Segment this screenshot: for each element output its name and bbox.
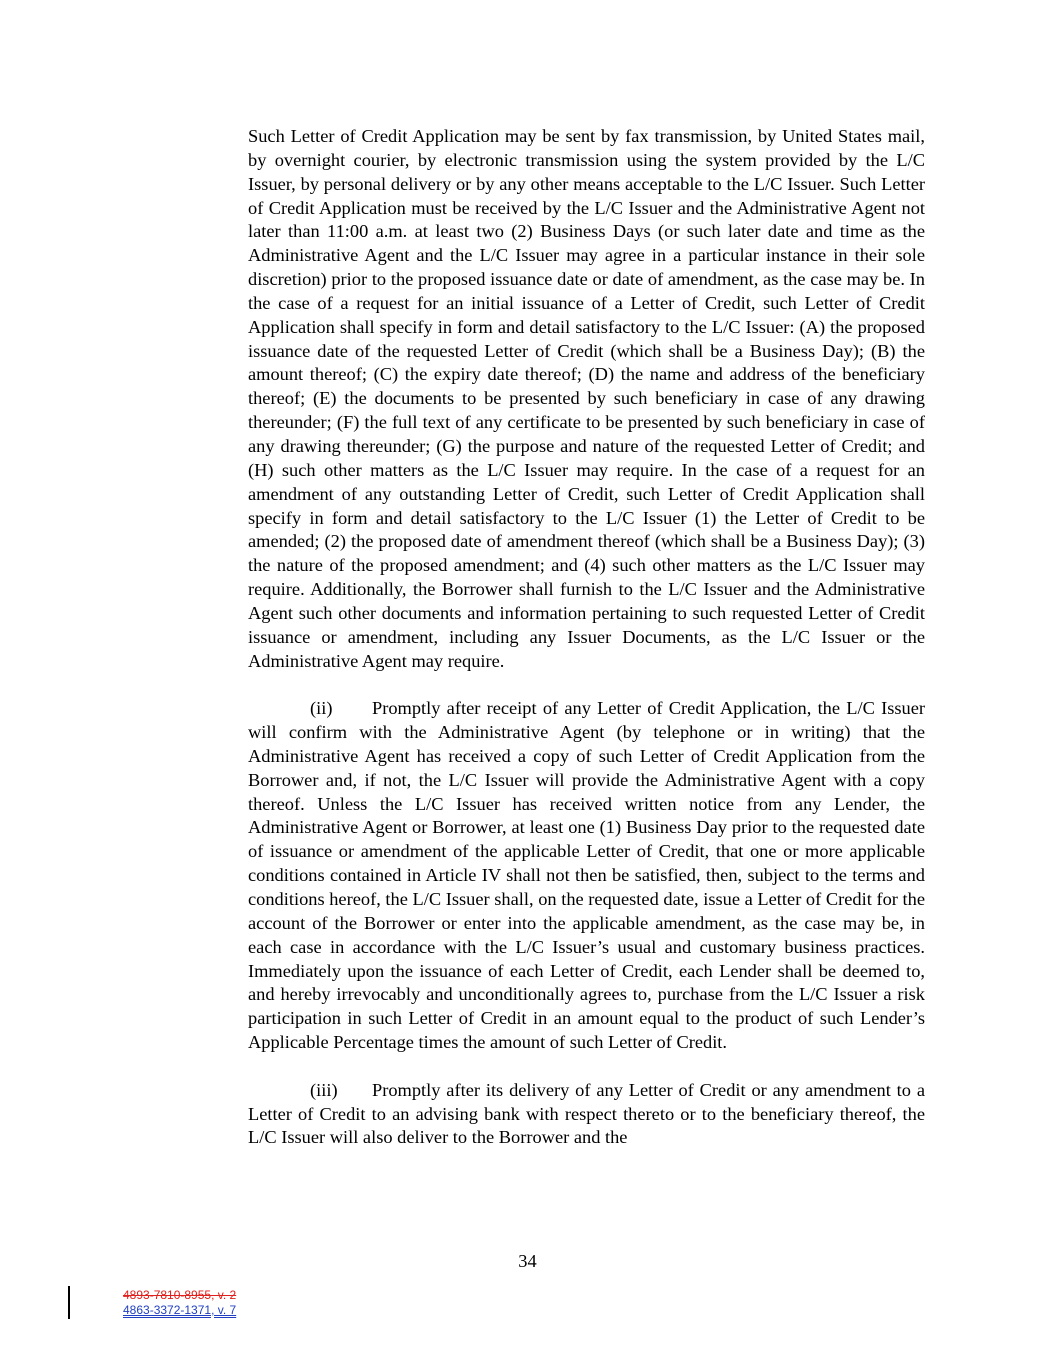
page-number: 34 (518, 1251, 537, 1271)
revision-change-bar (68, 1286, 70, 1319)
inserted-document-id: 4863-3372-1371, v. 7 (123, 1303, 237, 1317)
paragraph-text: Promptly after receipt of any Letter of Credit Application, the L/C Issuer will confirm with the Administrative Agent (by telephone or in writing) that the Administrative Agent has received a copy of such Letter of Credit Application from the Borrower and, if not, the L/C Issuer will provide the Administrative Agent with a copy thereof. Unless the L/C Issuer has received written notice from any Lender, the Administrative Agent or Borrower, at least one (1) Business Day prior to the requested date of issuance or amendment of the applicable Letter of Credit, that one or more applicable conditions contained in Article IV shall not then be satisfied, then, subject to the terms and conditions hereof, the L/C Issuer shall, on the requested date, issue a Letter of Credit for the account of the Borrower or enter into the applicable amendment, as the case may be, in each case in accordance with the L/C Issuer’s usual and customary business practices. Immediately upon the issuance of each Letter of Credit, each Lender shall be deemed to, and hereby irrevocably and unconditionally agrees to, purchase from the L/C Issuer a risk participation in such Letter of Credit in an amount equal to the product of such Lender’s Applicable Percentage times the amount of such Letter of Credit. (248, 698, 925, 1053)
paragraph-number: (ii) (310, 698, 333, 719)
paragraph-text: Promptly after its delivery of any Letter of Credit or any amendment to a Letter of Credit to an advising bank with respect thereto or to the beneficiary thereof, the L/C Issuer will also deliver to the Borrower and the (248, 1079, 925, 1148)
deleted-document-id: 4893-7810-8955, v. 2 (123, 1288, 237, 1302)
paragraph-iii (248, 1079, 925, 1151)
document-body (248, 125, 925, 1174)
paragraph-number: (iii) (310, 1079, 338, 1100)
paragraph-text: Such Letter of Credit Application may be sent by fax transmission, by United States mail, by overnight courier, by electronic transmission using the system provided by the L/C Issuer, by personal delivery or by any other means acceptable to the L/C Issuer. Such Letter of Credit Application must be received by the L/C Issuer and the Administrative Agent not later than 11:00 a.m. at least two (2) Business Days (or such later date and time as the Administrative Agent and the L/C Issuer may agree in a particular instance in their sole discretion) prior to the proposed issuance date or date of amendment, as the case may be. In the case of a request for an initial issuance of a Letter of Credit, such Letter of Credit Application shall specify in form and detail satisfactory to the L/C Issuer: (A) the proposed issuance date of the requested Letter of Credit (which shall be a Business Day); (B) the amount thereof; (C) the expiry date thereof; (D) the name and address of the beneficiary thereof; (E) the documents to be presented by such beneficiary in case of any drawing thereunder; (F) the full text of any certificate to be presented by such beneficiary in case of any drawing thereunder; (G) the purpose and nature of the requested Letter of Credit; and (H) such other matters as the L/C Issuer may require. In the case of a request for an amendment of any outstanding Letter of Credit, such Letter of Credit Application shall specify in form and detail satisfactory to the L/C Issuer (1) the Letter of Credit to be amended; (2) the proposed date of amendment thereof (which shall be a Business Day); (3) the nature of the proposed amendment; and (4) such other matters as the L/C Issuer may require. Additionally, the Borrower shall furnish to the L/C Issuer and the Administrative Agent such other documents and information pertaining to such requested Letter of Credit issuance or amendment, including any Issuer Documents, as the L/C Issuer or the Administrative Agent may require. (248, 126, 925, 671)
paragraph-application-delivery (248, 125, 925, 673)
paragraph-ii (248, 697, 925, 1055)
document-id-footer (123, 1288, 236, 1318)
